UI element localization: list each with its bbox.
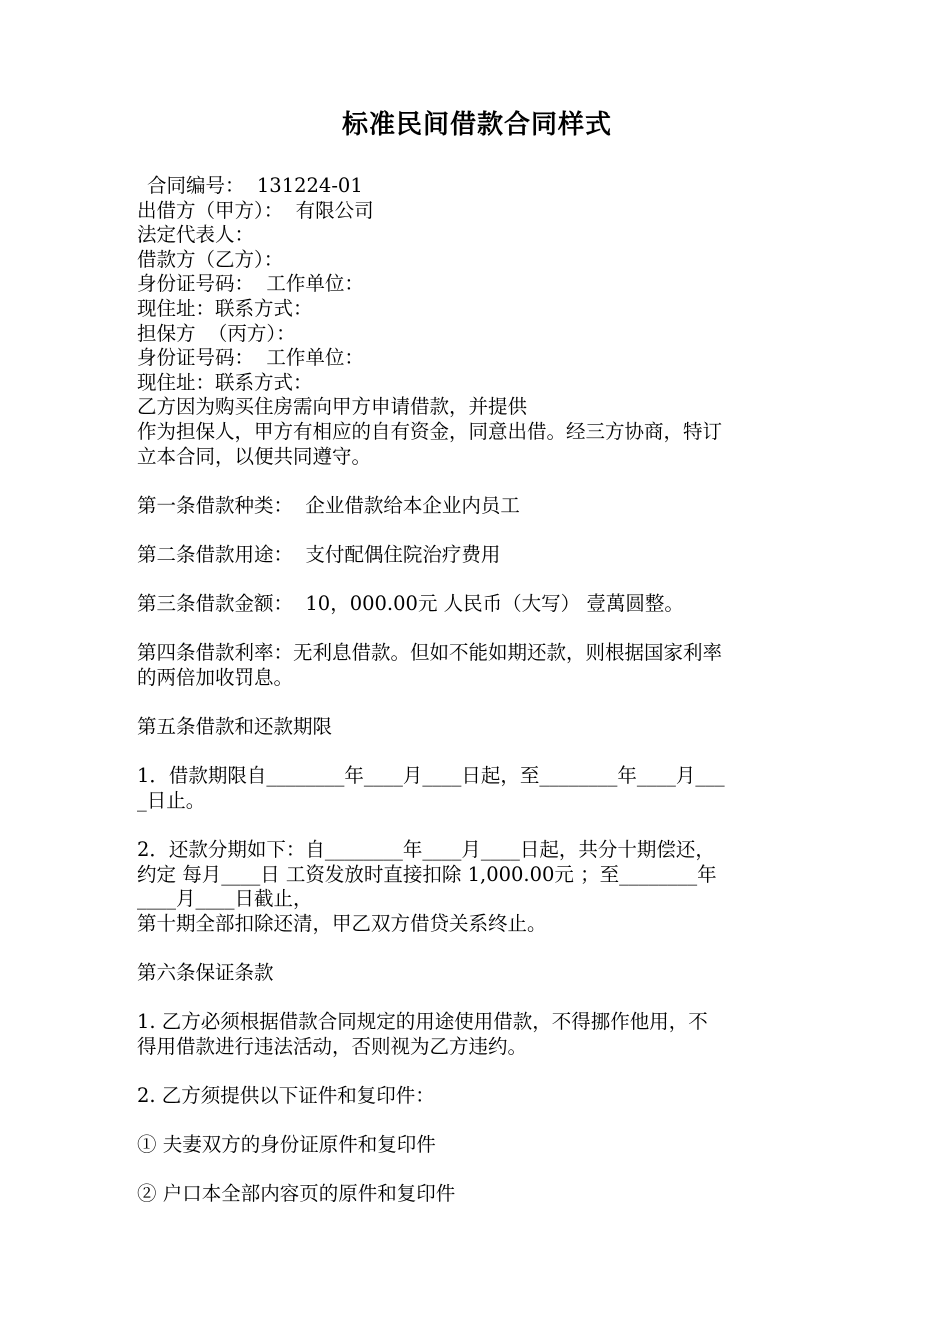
article-6-item-2: 2. 乙方须提供以下证件和复印件： xyxy=(137,1083,435,1107)
article-5-item-1-line: _日止。 xyxy=(137,788,206,812)
article-6-item-1-line: 1. 乙方必须根据借款合同规定的用途使用借款，不得挪作他用，不 xyxy=(137,1010,708,1034)
borrower-id-line: 身份证号码： 工作单位： xyxy=(137,272,364,296)
article-6-heading: 第六条保证条款 xyxy=(137,961,274,984)
article-4-line: 第四条借款利率：无利息借款。但如不能如期还款，则根据国家利率 xyxy=(137,641,723,665)
intro-line: 乙方因为购买住房需向甲方申请借款，并提供 xyxy=(137,395,528,419)
guarantor-id-line: 身份证号码： 工作单位： xyxy=(137,346,364,370)
guarantor-line: 担保方 （丙方）： xyxy=(137,321,296,345)
intro-line: 作为担保人，甲方有相应的自有资金，同意出借。经三方协商，特订 xyxy=(137,419,723,443)
lender-line: 出借方（甲方）： 有限公司 xyxy=(137,198,374,222)
article-6-item-1-line: 得用借款进行违法活动，否则视为乙方违约。 xyxy=(137,1034,528,1058)
legal-representative-line: 法定代表人： xyxy=(137,223,255,247)
article-2: 第二条借款用途： 支付配偶住院治疗费用 xyxy=(137,542,501,566)
document-body xyxy=(137,174,817,1207)
article-3: 第三条借款金额： 10，000.00元 人民币（大写） 壹萬圆整。 xyxy=(137,592,684,616)
article-5-item-1-line: 1．借款期限自________年____月____日起，至________年____月___ xyxy=(137,764,725,788)
article-4-line: 的两倍加收罚息。 xyxy=(137,665,294,689)
contract-number-line: 合同编号： 131224-01 xyxy=(147,174,363,197)
borrower-address-line: 现住址：联系方式： xyxy=(137,296,313,320)
document-title: 标准民间借款合同样式 xyxy=(341,110,612,140)
article-5-item-2-line: ____月____日截止， xyxy=(137,887,313,911)
document-list-item: ② 户口本全部内容页的原件和复印件 xyxy=(137,1182,456,1206)
article-5-item-2-line: 2．还款分期如下：自________年____月____日起，共分十期偿还， xyxy=(137,838,715,862)
document-list-item: ① 夫妻双方的身份证原件和复印件 xyxy=(137,1133,436,1157)
article-5-heading: 第五条借款和还款期限 xyxy=(137,715,333,739)
intro-line: 立本合同，以便共同遵守。 xyxy=(137,444,372,468)
guarantor-address-line: 现住址：联系方式： xyxy=(137,370,313,394)
article-5-item-2-line: 第十期全部扣除还清，甲乙双方借贷关系终止。 xyxy=(137,911,547,935)
borrower-line: 借款方（乙方）： xyxy=(137,247,284,271)
article-5-item-2-line: 约定 每月____日 工资发放时直接扣除 1,000.00元 ；至________年 xyxy=(137,862,717,886)
article-1: 第一条借款种类： 企业借款给本企业内员工 xyxy=(137,493,520,517)
